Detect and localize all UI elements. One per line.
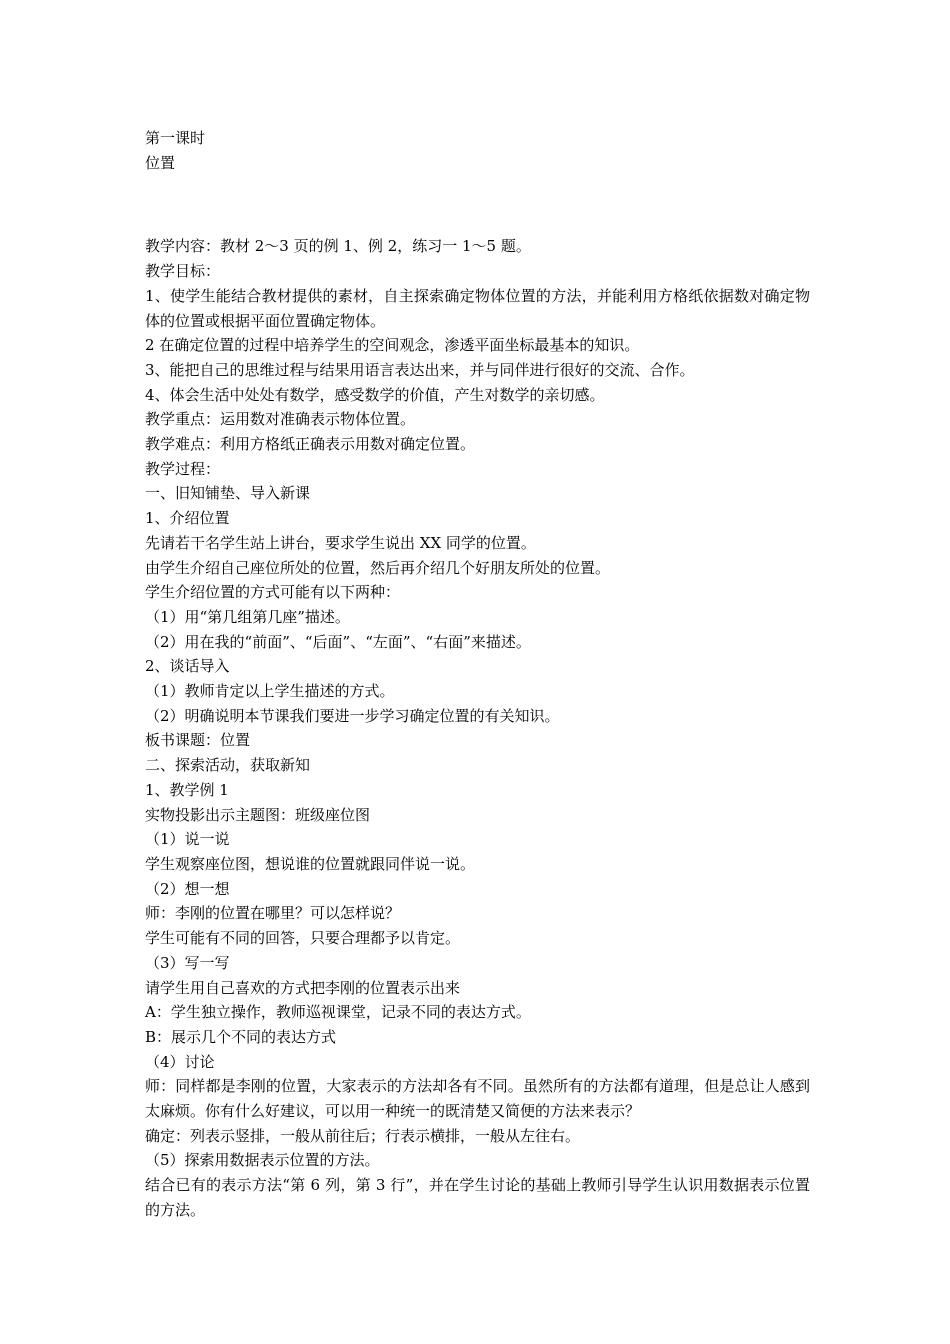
text-line: 请学生用自己喜欢的方式把李刚的位置表示出来 (145, 978, 461, 997)
text-line: 学生可能有不同的回答，只要合理都予以肯定。 (145, 929, 461, 948)
lesson-topic: 位置 (145, 153, 176, 172)
text-line: （4）讨论 (145, 1052, 215, 1071)
text-line: 学生介绍位置的方式可能有以下两种： (145, 583, 401, 602)
text-line: （2）明确说明本节课我们要进一步学习确定位置的有关知识。 (145, 706, 560, 725)
text-line: （3）写一写 (145, 953, 230, 972)
discussion-paragraph: 师：同样都是李刚的位置，大家表示的方法却各有不同。虽然所有的方法都有道理，但是总让人感到太麻烦。你有什么好建议，可以用一种统一的既清楚又简便的方法来表示？ (145, 1077, 810, 1121)
text-line: A：学生独立操作，教师巡视课堂，记录不同的表达方式。 (145, 1003, 531, 1022)
text-line: 师：李刚的位置在哪里？可以怎样说？ (145, 904, 401, 923)
section-2-heading: 二、探索活动，获取新知 (145, 756, 311, 775)
objective-1: 1、使学生能结合教材提供的素材，自主探索确定物体位置的方法，并能利用方格纸依据数对确定物体的位置或根据平面位置确定物体。 (145, 286, 810, 330)
difficult-point: 教学难点：利用方格纸正确表示用数对确定位置。 (145, 435, 476, 454)
text-line: （1）用“第几组第几座”描述。 (145, 607, 350, 626)
section-1-heading: 一、旧知铺垫、导入新课 (145, 484, 311, 503)
text-line: 实物投影出示主题图：班级座位图 (145, 805, 371, 824)
text-line: 学生观察座位图，想说谁的位置就跟同伴说一说。 (145, 854, 476, 873)
key-point: 教学重点：运用数对准确表示物体位置。 (145, 410, 416, 429)
objective-3: 3、能把自己的思维过程与结果用语言表达出来，并与同伴进行很好的交流、合作。 (145, 360, 695, 379)
step-2-1: 1、教学例 1 (145, 780, 229, 799)
text-line: 先请若干名学生站上讲台，要求学生说出 XX 同学的位置。 (145, 533, 536, 552)
objective-4: 4、体会生活中处处有数学，感受数学的价值，产生对数学的亲切感。 (145, 385, 605, 404)
step-1-2: 2、谈话导入 (145, 657, 230, 676)
text-line: （1）教师肯定以上学生描述的方式。 (145, 682, 395, 701)
closing-paragraph: 结合已有的表示方法“第 6 列，第 3 行”，并在学生讨论的基础上教师引导学生认识用数据表示位置的方法。 (145, 1176, 810, 1219)
lesson-label: 第一课时 (145, 129, 206, 147)
text-line: 由学生介绍自己座位所处的位置，然后再介绍几个好朋友所处的位置。 (145, 558, 611, 577)
teaching-content: 教学内容：教材 2～3 页的例 1、例 2，练习一 1～5 题。 (145, 237, 531, 256)
text-line: B：展示几个不同的表达方式 (145, 1027, 337, 1046)
board-title: 板书课题：位置 (145, 731, 251, 750)
process-heading: 教学过程： (145, 459, 221, 478)
text-line: 确定：列表示竖排，一般从前往后；行表示横排，一般从左往右。 (145, 1126, 581, 1145)
blank-space (145, 175, 810, 234)
document-body (145, 126, 810, 1223)
step-1-1: 1、介绍位置 (145, 509, 230, 528)
text-line: （2）用在我的“前面”、“后面”、“左面”、“右面”来描述。 (145, 632, 531, 651)
objectives-heading: 教学目标： (145, 262, 221, 281)
text-line: （5）探索用数据表示位置的方法。 (145, 1151, 380, 1170)
text-line: （1）说一说 (145, 830, 230, 849)
text-line: （2）想一想 (145, 879, 230, 898)
objective-2: 2 在确定位置的过程中培养学生的空间观念，渗透平面坐标最基本的知识。 (145, 336, 640, 355)
